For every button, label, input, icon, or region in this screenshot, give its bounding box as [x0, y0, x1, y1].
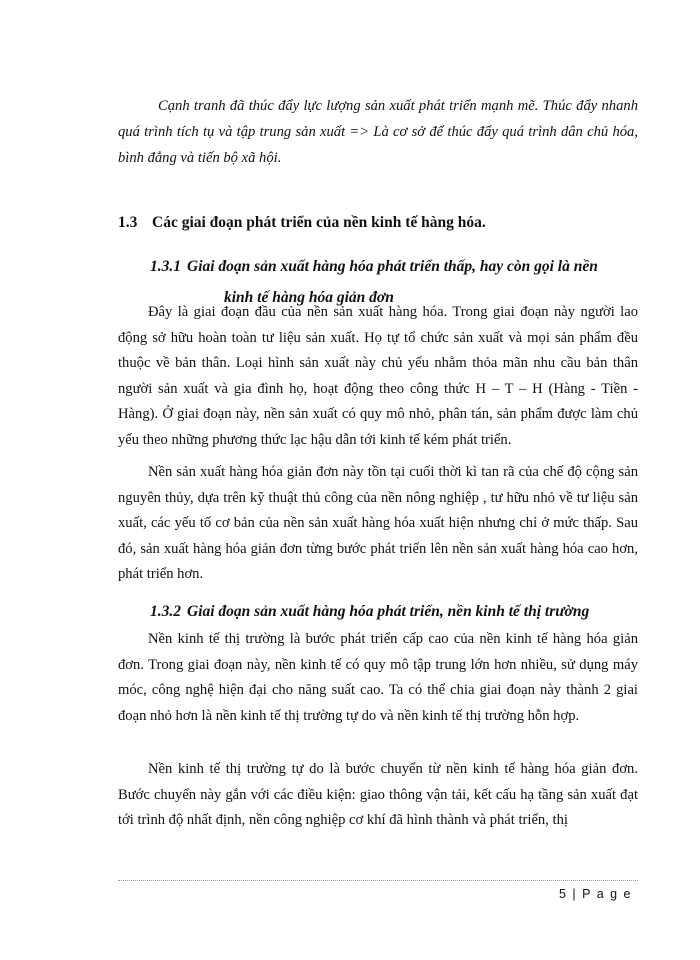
subsection-1-number: 1.3.1	[150, 258, 181, 275]
intro-paragraph: Cạnh tranh đã thúc đẩy lực lượng sản xuất phát triển mạnh mẽ. Thúc đẩy nhanh quá trình tích tụ và tập trung sản xuất => Là cơ sở để thúc đẩy quá trình dân chủ hóa, bình đẳng và tiến bộ xã hội.	[118, 98, 638, 166]
subsection-1-paragraph-2: Nền sản xuất hàng hóa giản đơn này tồn tại cuối thời kì tan rã của chế độ cộng sản nguyên thủy, dựa trên kỹ thuật thủ công của nền nông nghiệp , tư hữu nhỏ về tư liệu sản xuất, các yếu tố cơ bản của nền sản xuất hàng hóa xuất hiện nhưng chỉ ở mức thấp. Sau đó, sản xuất hàng hóa giản đơn từng bước phát triển lên nền sản xuất hàng hóa cao hơn, phát triển hơn.	[118, 464, 638, 582]
subsection-2-paragraph-2: Nền kinh tế thị trường tự do là bước chuyển từ nền kinh tế hàng hóa giản đơn. Bước chuyển này gắn với các điều kiện: giao thông vận tải, kết cấu hạ tầng sản xuất đạt tới trình độ nhất định, nền công nghiệp cơ khí đã hình thành và phát triển, thị	[118, 761, 638, 828]
subsection-2-title: Giai đoạn sản xuất hàng hóa phát triển, nền kinh tế thị trường	[187, 603, 590, 620]
subsection-2-heading	[150, 596, 640, 627]
footer-divider	[118, 880, 638, 881]
subsection-1-title-line1: Giai đoạn sản xuất hàng hóa phát triển thấp, hay còn gọi là nền	[187, 258, 598, 275]
subsection-2-paragraph-1: Nền kinh tế thị trường là bước phát triển cấp cao của nền kinh tế hàng hóa giản đơn. Trong giai đoạn này, nền kinh tế có quy mô tập trung lớn hơn nhiều, sử dụng máy móc, công nghệ hiện đại cho năng suất cao. Ta có thể chia giai đoạn này thành 2 giai đoạn nhỏ hơn là nền kinh tế thị trường tự do và nền kinh tế thị trường hỗn hợp.	[118, 631, 638, 724]
subsection-2-number: 1.3.2	[150, 603, 181, 620]
section-number: 1.3	[118, 214, 138, 231]
section-title: Các giai đoạn phát triển của nền kinh tế hàng hóa.	[152, 214, 486, 231]
page-number: 5	[558, 887, 568, 901]
footer-separator: |	[572, 887, 578, 901]
page-footer	[559, 885, 632, 903]
subsection-1-paragraph-1: Đây là giai đoạn đầu của nền sản xuất hàng hóa. Trong giai đoạn này người lao động sở hữu hoàn toàn tư liệu sản xuất. Họ tự tổ chức sản xuất và mọi sản phẩm đều thuộc về bản thân. Loại hình sản xuất này chủ yếu nhằm thỏa mãn nhu cầu bản thân người sản xuất và gia đình họ, hoạt động theo công thức H – T – H (Hàng - Tiền - Hàng). Ở giai đoạn này, nền sản xuất có quy mô nhỏ, phân tán, sản phẩm được làm chủ yếu theo những phương thức lạc hậu dẫn tới kinh tế kém phát triển.	[118, 304, 638, 448]
page-label: P a g e	[582, 887, 632, 901]
section-heading	[118, 211, 638, 235]
subsection-1-title-line2: kinh tế hàng hóa giản đơn	[224, 289, 394, 306]
